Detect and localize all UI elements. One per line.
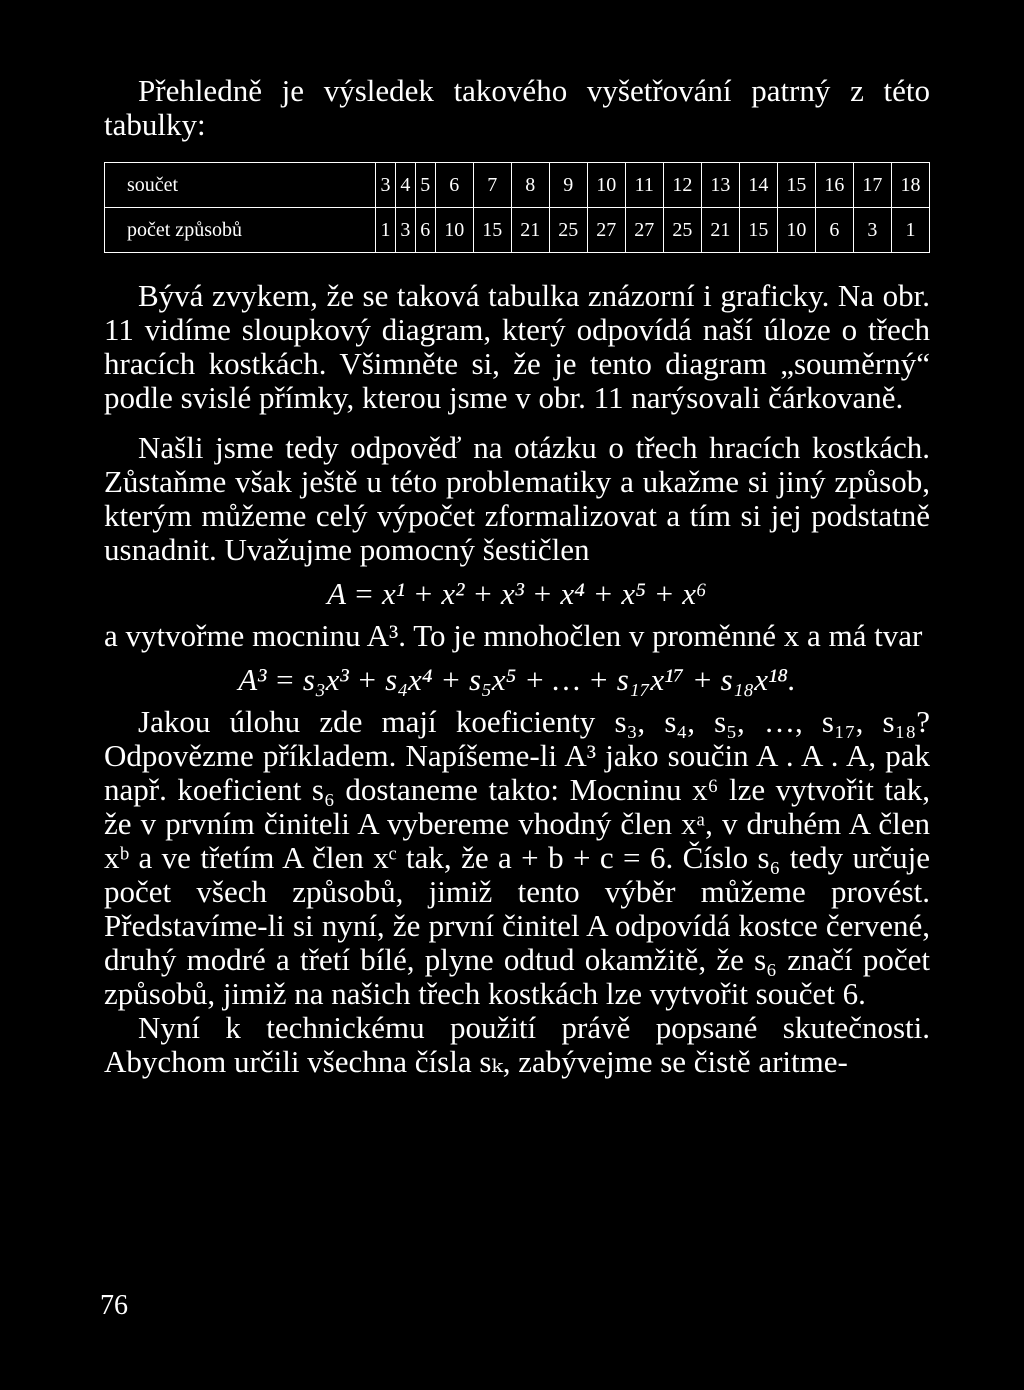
table-cell: 25 (549, 208, 587, 253)
paragraph-coefficients: Jakou úlohu zde mají koeficienty s₃, s₄, s₅, …, s₁₇, s₁₈? Odpovězme příkladem. Napíšeme-li A³ jako součin A . A . A, pak např. koeficient s₆ dostaneme takto: Mocninu x⁶ lze vytvořit tak, že v prvním činiteli A vybereme vhodný člen xᵃ, v druhém A člen xᵇ a ve třetím A člen xᶜ tak, že a + b + c = 6. Číslo s₆ tedy určuje počet všech způsobů, jimiž tento výběr můžeme provést. Představíme-li si nyní, že první činitel A odpovídá kostce červené, druhý modré a třetí bílé, plyne odtud okamžitě, že s₆ značí počet způsobů, jimiž na našich třech kostkách lze vytvořit součet 6. (104, 704, 930, 1011)
table-cell: 6 (815, 208, 853, 253)
table-cell: 5 (415, 163, 435, 208)
table-cell: 10 (435, 208, 473, 253)
table-cell: 27 (587, 208, 625, 253)
table-cell: 3 (395, 208, 415, 253)
equation-cube: A³ = s₃x³ + s₄x⁴ + s₅x⁵ + … + s₁₇x¹⁷ + s₁₈x¹⁸. (238, 662, 796, 697)
page-number: 76 (100, 1290, 128, 1321)
table-cell: 6 (415, 208, 435, 253)
table-cell: 1 (891, 208, 929, 253)
paragraph-power: a vytvořme mocninu A³. To je mnohočlen v proměnné x a má tvar (104, 618, 923, 653)
table-cell: 21 (511, 208, 549, 253)
table-cell: 27 (625, 208, 663, 253)
table-cell: 11 (625, 163, 663, 208)
table-cell: 12 (663, 163, 701, 208)
table-cell: 16 (815, 163, 853, 208)
intro-paragraph: Přehledně je výsledek takového vyšetřování patrný z této tabulky: (104, 73, 930, 142)
table-row (105, 163, 930, 208)
table-cell: 17 (853, 163, 891, 208)
table-cell: 3 (376, 163, 396, 208)
paragraph-method: Našli jsme tedy odpověď na otázku o třech hracích kostkách. Zůstaňme však ještě u této problematiky a ukažme si jiný způsob, kterým můžeme celý výpočet zformalizovat a tím si jej podstatně usnadnit. Uvažujme pomocný šestičlen (104, 430, 930, 567)
table-cell: 1 (376, 208, 396, 253)
table-cell: 15 (473, 208, 511, 253)
table-cell: 7 (473, 163, 511, 208)
table-cell: 13 (701, 163, 739, 208)
table-cell: 10 (587, 163, 625, 208)
table-cell: 15 (777, 163, 815, 208)
table-cell: 15 (739, 208, 777, 253)
table-cell: 9 (549, 163, 587, 208)
equation-sextinomial: A = x¹ + x² + x³ + x⁴ + x⁵ + x⁶ (327, 576, 707, 611)
paragraph-technical: Nyní k technickému použití právě popsané skutečnosti. Abychom určili všechna čísla sₖ, zabývejme se čistě aritme- (104, 1010, 930, 1079)
table-cell: 21 (701, 208, 739, 253)
table-cell: 6 (435, 163, 473, 208)
sum-label: součet (105, 163, 376, 208)
table-cell: 18 (891, 163, 929, 208)
paragraph-diagram: Bývá zvykem, že se taková tabulka znázorní i graficky. Na obr. 11 vidíme sloupkový diagram, který odpovídá naší úloze o třech hracích kostkách. Všimněte si, že je tento diagram „souměrný“ podle svislé přímky, kterou jsme v obr. 11 narýsovali čárkovaně. (104, 278, 930, 415)
ways-label: počet způsobů (105, 208, 376, 253)
table-cell: 4 (395, 163, 415, 208)
table-cell: 10 (777, 208, 815, 253)
table-row (105, 208, 930, 253)
dice-sum-table (104, 162, 930, 253)
table-cell: 14 (739, 163, 777, 208)
table-cell: 3 (853, 208, 891, 253)
table-cell: 25 (663, 208, 701, 253)
table-cell: 8 (511, 163, 549, 208)
